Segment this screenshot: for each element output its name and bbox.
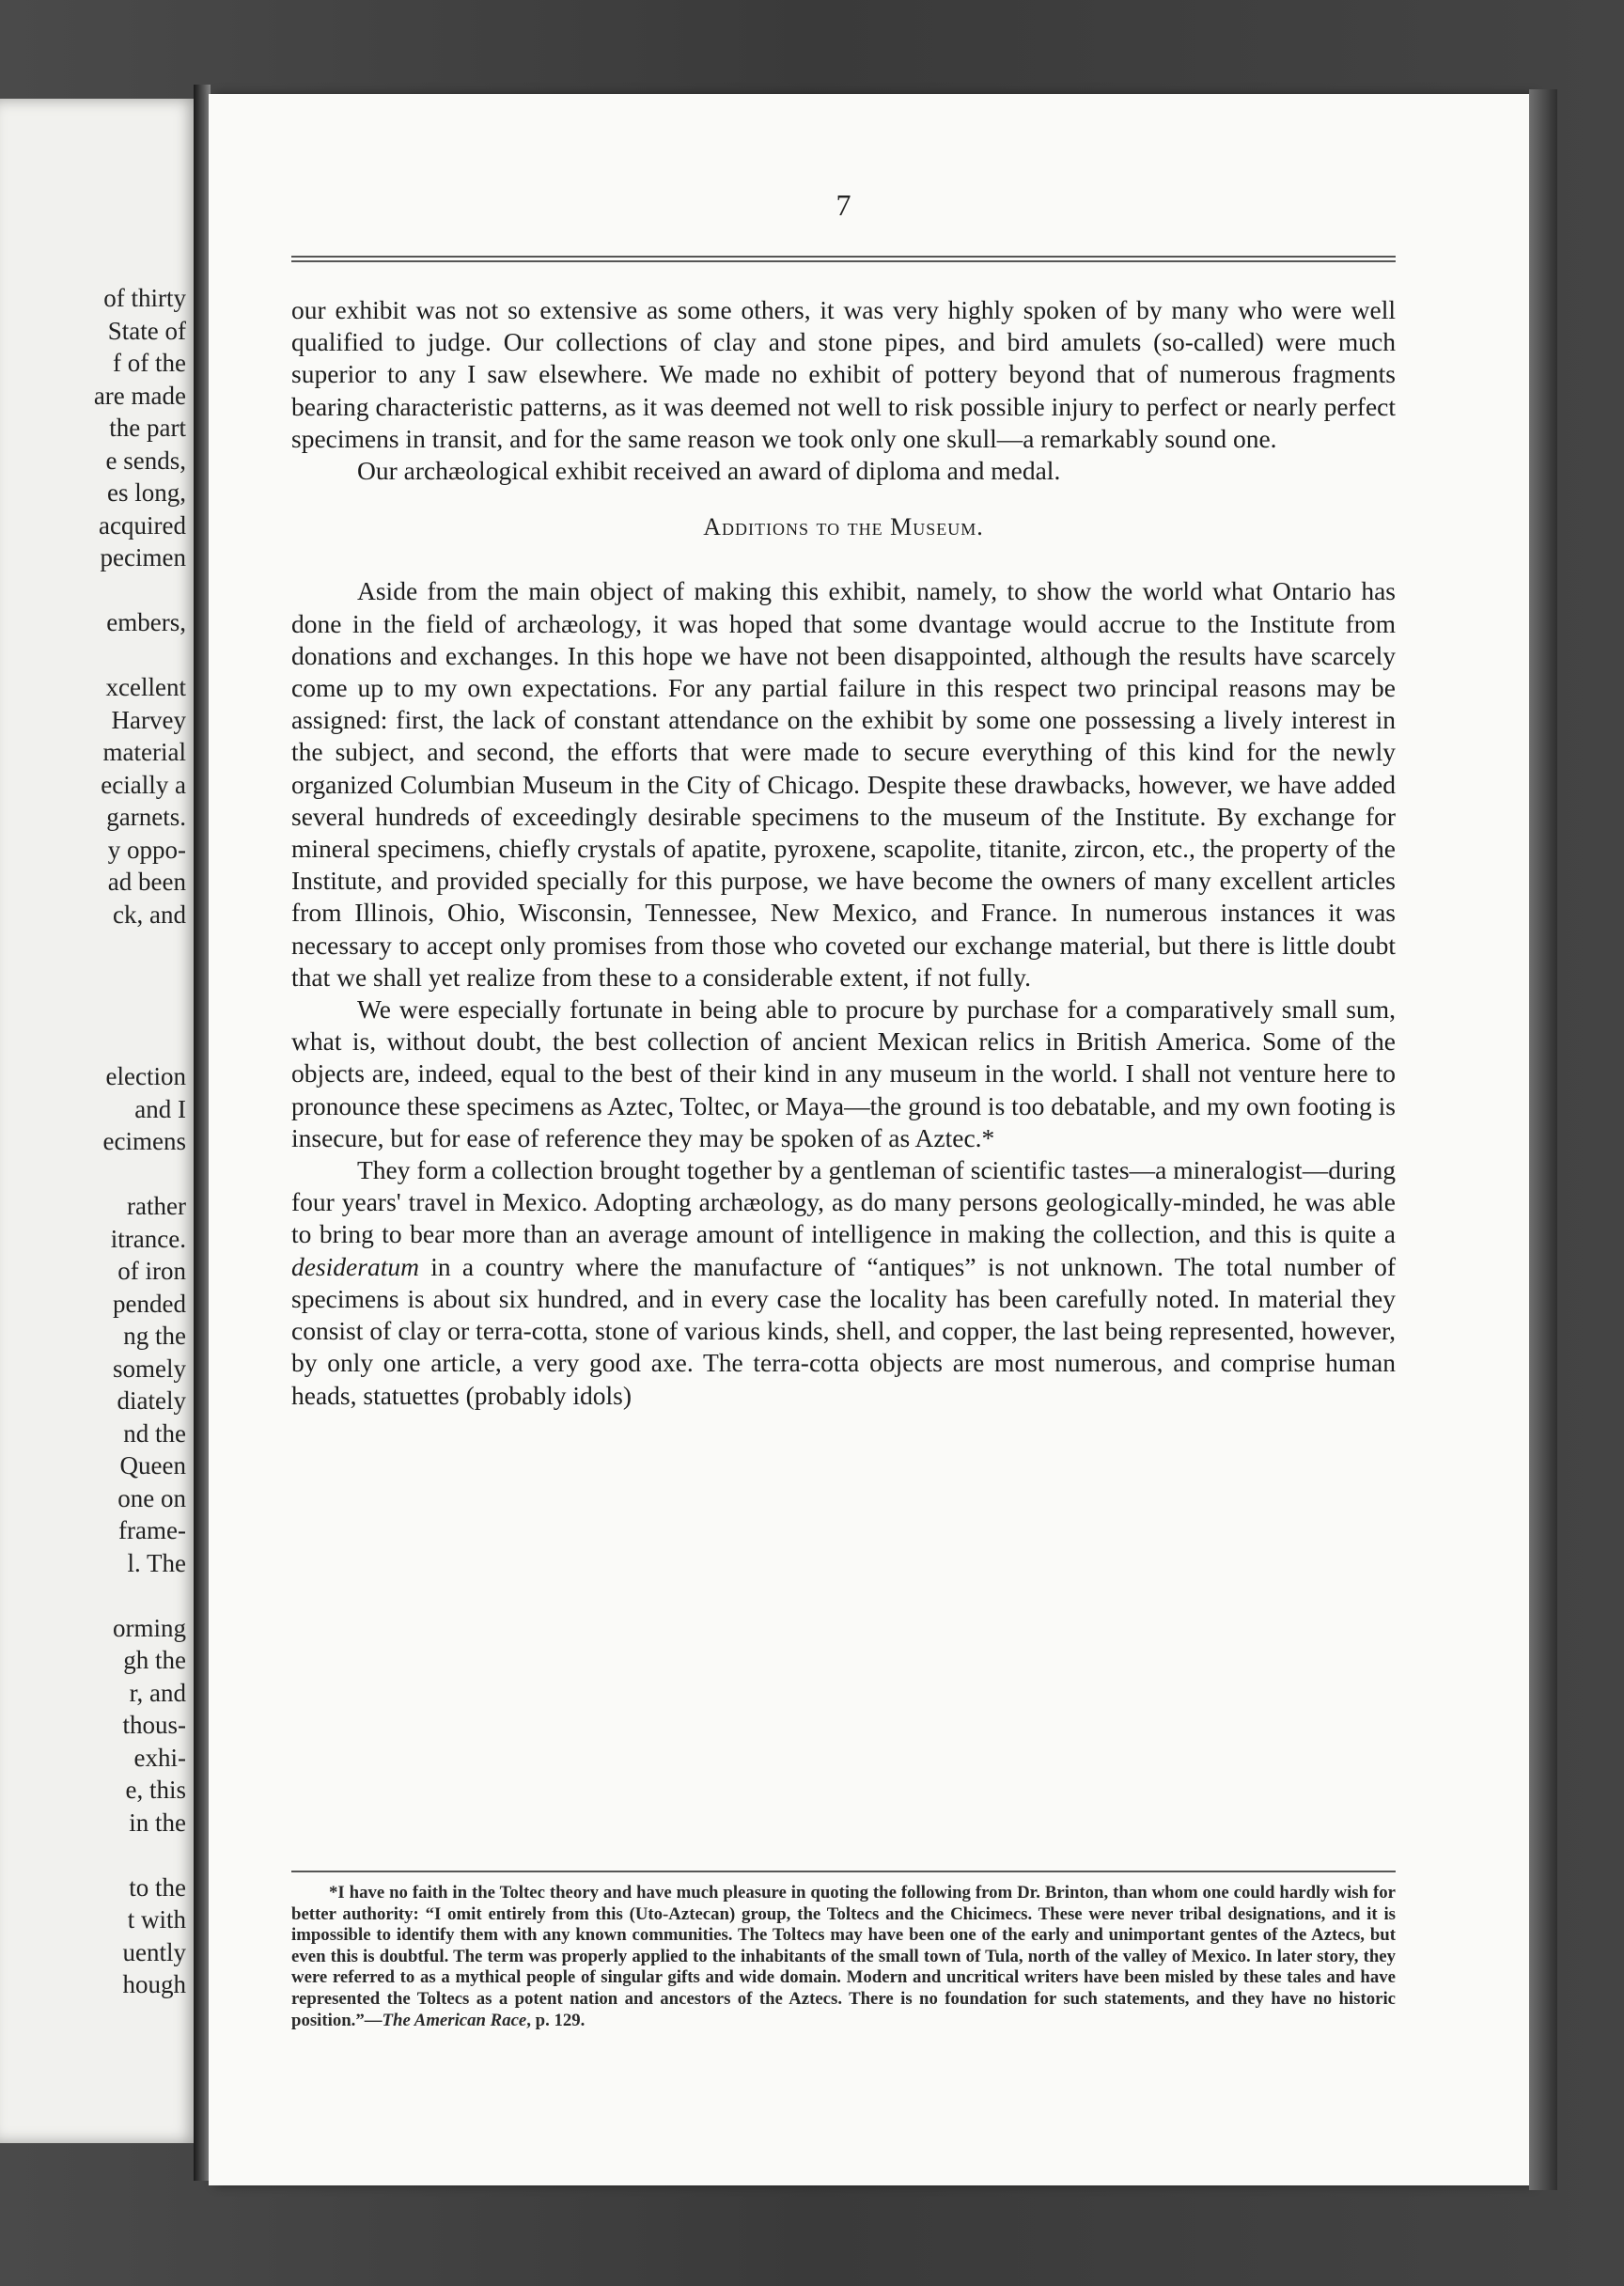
previous-page-line: es long, bbox=[107, 478, 186, 507]
paragraph: Our archæological exhibit received an award of diploma and medal. bbox=[357, 456, 1061, 486]
previous-page-line: uently bbox=[122, 1937, 186, 1966]
previous-page-line: are made bbox=[93, 381, 186, 410]
previous-page-line bbox=[0, 995, 186, 1028]
previous-page-line: one on bbox=[117, 1483, 186, 1512]
footnote-text bbox=[291, 1883, 1396, 2031]
previous-page-line: of iron bbox=[117, 1257, 186, 1285]
previous-page-line: ecially a bbox=[101, 770, 186, 799]
page bbox=[209, 94, 1529, 2185]
page-edge-shadow bbox=[1529, 89, 1557, 2190]
previous-page-line: diately bbox=[117, 1386, 186, 1415]
previous-page-line: embers, bbox=[106, 608, 186, 636]
previous-page-line: election bbox=[105, 1062, 186, 1090]
previous-page-line: orming bbox=[113, 1613, 186, 1642]
italic-term: desideratum bbox=[291, 1251, 419, 1281]
previous-page-line: to the bbox=[129, 1872, 186, 1902]
footnote-rule bbox=[291, 1871, 1396, 1872]
previous-page-line: thous- bbox=[122, 1711, 186, 1739]
previous-page-line: of thirty bbox=[103, 284, 186, 312]
previous-page-line: State of bbox=[107, 316, 186, 345]
previous-page-text bbox=[0, 282, 186, 2001]
previous-page-line bbox=[0, 1839, 186, 1871]
previous-page-line bbox=[0, 931, 186, 963]
previous-page-line: t with bbox=[127, 1905, 186, 1934]
previous-page-line: gh the bbox=[123, 1646, 186, 1674]
paragraph: We were especially fortunate in being able to procure by purchase for a comparatively small sum, what is, without doubt, the best collection of ancient Mexican relics in British America. Some of the objects are, indeed, equal to the best of their kind in any museum in the world. I shall not venture here to pronounce these specimens as Aztec, Toltec, or Maya—the ground is too debatable, and my own footing is insecure, but for ease of reference they may be spoken of as Aztec.* bbox=[291, 994, 1396, 1152]
previous-page-line: e sends, bbox=[105, 446, 186, 475]
citation-title: The American Race bbox=[382, 2010, 527, 2030]
previous-page-line: rather bbox=[127, 1192, 186, 1220]
previous-page-edge bbox=[0, 99, 199, 2143]
previous-page-line: l. The bbox=[127, 1548, 186, 1577]
paragraph: Aside from the main object of making this exhibit, namely, to show the world what Ontario has done in the field of archæology, it was hoped that some dvantage would accrue to the Institute from donations and exchanges. In this hope we have not been disappointed, although the results have scarcely come up to my own expectations. For any partial failure in this respect two principal reasons may be assigned: first, the lack of constant attendance on the exhibit by some one possessing a lively interest in the subject, and second, the efforts that were made to secure everything of this kind for the newly organized Columbian Museum in the City of Chicago. Despite these drawbacks, however, we have added several hundreds of exceedingly desirable specimens to the museum of the Institute. By exchange for mineral specimens, chiefly crystals of apatite, pyroxene, scapolite, titanite, zircon, etc., the property of the Institute, and provided specially for this purpose, we have become the owners of many excellent articles from Illinois, Ohio, Wisconsin, Tennessee, New Mexico, and France. In numerous instances it was necessary to accept only promises from those who coveted our exchange material, but there is little doubt that we shall yet realize from these to a considerable extent, if not fully. bbox=[291, 576, 1396, 992]
previous-page-line: and I bbox=[134, 1094, 186, 1123]
previous-page-line: exhi- bbox=[133, 1743, 186, 1772]
previous-page-line: ecimens bbox=[102, 1127, 186, 1155]
paragraph-text: in a country where the manufacture of “antiques” is not unknown. The total number of specimens is about six hundred, and in every case the locality has been carefully noted. In material they consist of clay or terra-cotta, stone of various kinds, shell, and copper, the last being represented, however, by only one article, a very good axe. The terra-cotta objects are most numerous, and comprise human heads, statuettes (probably idols) bbox=[291, 1251, 1396, 1410]
previous-page-line bbox=[0, 1158, 186, 1191]
previous-page-line bbox=[0, 1028, 186, 1061]
previous-page-line: xcellent bbox=[105, 673, 186, 701]
previous-page-line: material bbox=[102, 738, 186, 766]
previous-page-line: pended bbox=[113, 1289, 186, 1318]
previous-page-line: ck, and bbox=[113, 900, 186, 929]
previous-page-line: garnets. bbox=[106, 803, 186, 831]
previous-page-line: pecimen bbox=[100, 543, 186, 572]
previous-page-line: the part bbox=[109, 414, 186, 442]
previous-page-line: y oppo- bbox=[107, 835, 186, 864]
footnote-body: *I have no faith in the Toltec theory and have much pleasure in quoting the following from Dr. Brinton, than whom one could hardly wish for better authority: “I omit entirely from this (Uto-Aztecan) group, the Toltecs and the Chicimecs. These were never tribal designations, and it is impossible to identify them with any known communities. The Toltecs may have been one of the early and unimportant gentes of the Aztecs, but even this is doubtful. The term was properly applied to the inhabitants of the small town of Tula, north of the valley of Mexico. In later story, they were referred to as a mythical people of singular gifts and wide domain. Modern and uncritical writers have been misled by these tales and have represented the Toltecs as a potent nation and ancestors of the Aztecs. There is no foundation for such statements, and they have no historic position.”— bbox=[291, 1883, 1396, 2030]
footnote bbox=[291, 1883, 1396, 2031]
previous-page-line: in the bbox=[129, 1808, 186, 1837]
previous-page-line bbox=[0, 574, 186, 607]
previous-page-line: f of the bbox=[113, 349, 186, 377]
previous-page-line bbox=[0, 963, 186, 996]
previous-page-line: acquired bbox=[99, 510, 186, 540]
previous-page-line: Harvey bbox=[111, 705, 186, 734]
previous-page-line: itrance. bbox=[110, 1224, 186, 1253]
body-text bbox=[291, 294, 1396, 1412]
previous-page-line: frame- bbox=[118, 1516, 186, 1544]
previous-page-line: r, and bbox=[129, 1678, 186, 1707]
section-heading: Additions to the Museum. bbox=[703, 513, 984, 541]
previous-page-line: hough bbox=[122, 1970, 186, 1998]
previous-page-line: ad been bbox=[107, 868, 186, 896]
page-number: 7 bbox=[835, 188, 851, 222]
paragraph: our exhibit was not so extensive as some others, it was very highly spoken of by many who were well qualified to judge. Our collections of clay and stone pipes, and bird amulets (so-called) were much superior to any I saw elsewhere. We made no exhibit of pottery beyond that of numerous fragments bearing characteristic patterns, as it was deemed not well to risk possible injury to perfect or nearly perfect specimens in transit, and for the same reason we took only one skull—a remarkably sound one. bbox=[291, 295, 1396, 453]
previous-page-line bbox=[0, 639, 186, 672]
previous-page-line: e, this bbox=[125, 1776, 186, 1804]
paragraph-text: They form a collection brought together by a gentleman of scientific tastes—a mineralogist—during four years' travel in Mexico. Adopting archæology, as do many persons geologically-minded, he was able to bring to bear more than an average amount of intelligence in making the collection, and this is quite a bbox=[291, 1155, 1396, 1249]
previous-page-line: nd the bbox=[123, 1418, 186, 1448]
previous-page-line: ng the bbox=[123, 1322, 186, 1350]
footnote-citation: , p. 129. bbox=[526, 2010, 586, 2030]
previous-page-line: Queen bbox=[119, 1451, 186, 1480]
paragraph bbox=[291, 1154, 1396, 1412]
header-rule bbox=[291, 256, 1396, 262]
previous-page-line: somely bbox=[113, 1354, 186, 1383]
previous-page-line bbox=[0, 1579, 186, 1612]
